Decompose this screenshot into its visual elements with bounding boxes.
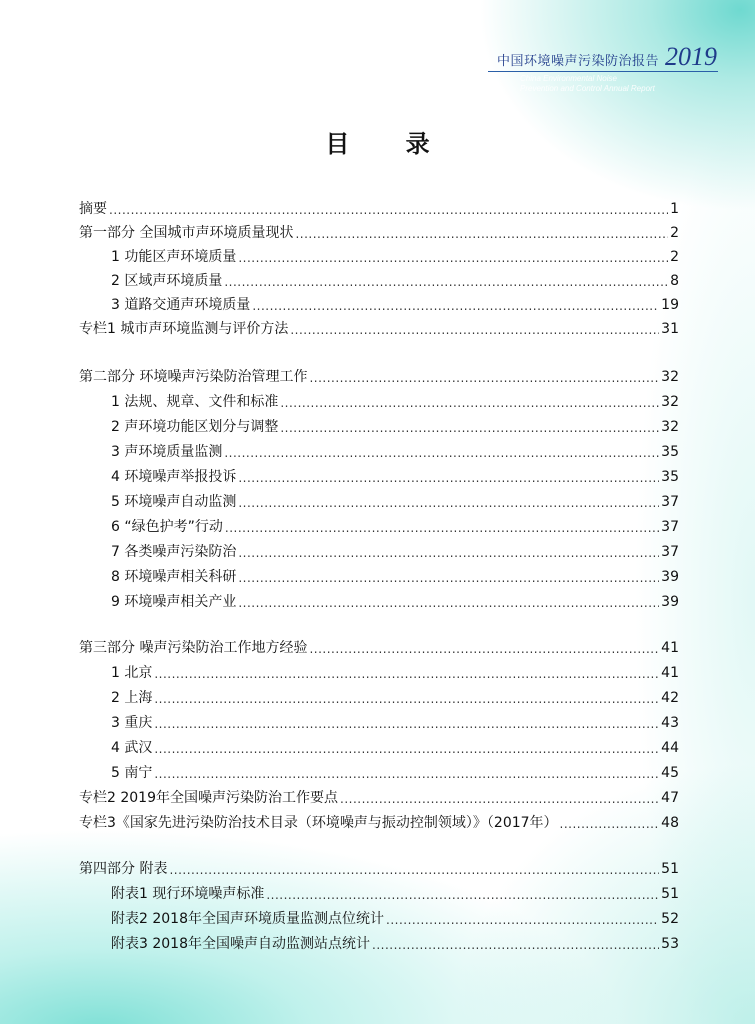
toc-entry-label: 1 北京 bbox=[111, 665, 153, 681]
toc-entry-label: 9 环境噪声相关产业 bbox=[111, 594, 237, 610]
toc-entry-page: 43 bbox=[661, 715, 679, 731]
report-subtitle-line1: China Environmental Noise bbox=[520, 74, 617, 83]
toc-entry[interactable] bbox=[79, 785, 679, 807]
toc-leader bbox=[295, 226, 668, 242]
toc-entry[interactable] bbox=[111, 414, 679, 436]
toc-leader bbox=[224, 274, 668, 290]
toc-entry-label: 2 声环境功能区划分与调整 bbox=[111, 419, 279, 435]
toc-entry[interactable] bbox=[79, 364, 679, 386]
toc-entry[interactable] bbox=[111, 710, 679, 732]
toc-entry-page: 1 bbox=[670, 201, 679, 217]
toc-leader bbox=[290, 322, 659, 338]
toc-entry-label: 5 环境噪声自动监测 bbox=[111, 494, 237, 510]
toc-entry-page: 2 bbox=[670, 225, 679, 241]
toc-leader bbox=[280, 420, 659, 436]
toc-entry-label: 专栏1 城市声环境监测与评价方法 bbox=[79, 321, 289, 337]
toc-entry[interactable] bbox=[111, 564, 679, 586]
toc-entry-label: 2 区域声环境质量 bbox=[111, 273, 223, 289]
toc-leader bbox=[309, 370, 659, 386]
toc-entry-page: 52 bbox=[661, 911, 679, 927]
toc-entry-page: 32 bbox=[661, 419, 679, 435]
toc-leader bbox=[266, 887, 659, 903]
toc-entry-page: 8 bbox=[670, 273, 679, 289]
toc-entry-page: 2 bbox=[670, 249, 679, 265]
toc-entry-label: 1 功能区声环境质量 bbox=[111, 249, 237, 265]
toc-entry-page: 48 bbox=[661, 815, 679, 831]
toc-leader bbox=[560, 816, 660, 832]
toc-entry-label: 附表3 2018年全国噪声自动监测站点统计 bbox=[111, 936, 370, 952]
toc-entry-label: 1 法规、规章、文件和标准 bbox=[111, 394, 279, 410]
toc-entry[interactable] bbox=[79, 856, 679, 878]
toc-entry[interactable] bbox=[111, 589, 679, 611]
toc-entry-label: 8 环境噪声相关科研 bbox=[111, 569, 237, 585]
toc-leader bbox=[109, 202, 668, 218]
toc-leader bbox=[238, 595, 659, 611]
toc-entry-page: 44 bbox=[661, 740, 679, 756]
toc-entry-page: 39 bbox=[661, 594, 679, 610]
toc-entry[interactable] bbox=[111, 389, 679, 411]
toc-entry-label: 第四部分 附表 bbox=[79, 861, 168, 877]
toc-entry-page: 32 bbox=[661, 394, 679, 410]
toc-entry[interactable] bbox=[111, 268, 679, 290]
toc-entry[interactable] bbox=[79, 810, 679, 832]
header-divider bbox=[488, 71, 718, 72]
toc-entry-label: 3 重庆 bbox=[111, 715, 153, 731]
toc-leader bbox=[224, 445, 659, 461]
toc-entry-page: 42 bbox=[661, 690, 679, 706]
toc-entry[interactable] bbox=[111, 906, 679, 928]
toc-leader bbox=[372, 937, 659, 953]
toc-entry[interactable] bbox=[111, 735, 679, 757]
toc-entry-page: 51 bbox=[661, 861, 679, 877]
page-title: 目 录 bbox=[325, 130, 454, 158]
report-subtitle bbox=[520, 74, 700, 94]
toc-entry-page: 39 bbox=[661, 569, 679, 585]
toc-leader bbox=[238, 570, 659, 586]
toc-entry-label: 附表2 2018年全国声环境质量监测点位统计 bbox=[111, 911, 384, 927]
toc-entry[interactable] bbox=[111, 760, 679, 782]
toc-entry-page: 51 bbox=[661, 886, 679, 902]
toc-entry-label: 3 声环境质量监测 bbox=[111, 444, 223, 460]
toc-leader bbox=[225, 520, 659, 536]
toc-leader bbox=[154, 691, 659, 707]
toc-leader bbox=[154, 666, 659, 682]
toc-entry[interactable] bbox=[111, 464, 679, 486]
toc-entry[interactable] bbox=[79, 635, 679, 657]
toc-entry[interactable] bbox=[111, 489, 679, 511]
toc-entry[interactable] bbox=[111, 685, 679, 707]
toc-leader bbox=[386, 912, 659, 928]
toc-entry-page: 19 bbox=[661, 297, 679, 313]
toc-leader bbox=[238, 470, 659, 486]
toc-entry-label: 5 南宁 bbox=[111, 765, 153, 781]
toc-entry-page: 32 bbox=[661, 369, 679, 385]
toc-entry-page: 41 bbox=[661, 640, 679, 656]
toc-entry[interactable] bbox=[111, 660, 679, 682]
toc-leader bbox=[340, 791, 659, 807]
toc-leader bbox=[309, 641, 659, 657]
toc-entry[interactable] bbox=[111, 439, 679, 461]
toc-entry-page: 35 bbox=[661, 469, 679, 485]
toc-entry-label: 第一部分 全国城市声环境质量现状 bbox=[79, 225, 294, 241]
toc-entry-label: 3 道路交通声环境质量 bbox=[111, 297, 251, 313]
toc-entry-page: 31 bbox=[661, 321, 679, 337]
toc-entry-page: 41 bbox=[661, 665, 679, 681]
toc-entry-label: 4 环境噪声举报投诉 bbox=[111, 469, 237, 485]
toc-entry-label: 2 上海 bbox=[111, 690, 153, 706]
report-year: 2019 bbox=[665, 42, 717, 71]
toc-entry-page: 53 bbox=[661, 936, 679, 952]
toc-entry[interactable] bbox=[79, 220, 679, 242]
report-header bbox=[497, 42, 717, 72]
toc-entry-label: 专栏3《国家先进污染防治技术目录（环境噪声与振动控制领域）》（2017年） bbox=[79, 815, 558, 831]
toc-entry[interactable] bbox=[111, 244, 679, 266]
toc-entry-label: 7 各类噪声污染防治 bbox=[111, 544, 237, 560]
report-title: 中国环境噪声污染防治报告 bbox=[496, 54, 659, 69]
toc-leader bbox=[169, 862, 659, 878]
toc-leader bbox=[238, 495, 659, 511]
toc-entry-label: 附表1 现行环境噪声标准 bbox=[111, 886, 265, 902]
toc-leader bbox=[154, 716, 659, 732]
toc-entry-label: 摘要 bbox=[79, 201, 107, 217]
toc-entry-label: 第二部分 环境噪声污染防治管理工作 bbox=[79, 369, 308, 385]
toc-entry-label: 4 武汉 bbox=[111, 740, 153, 756]
toc-entry[interactable] bbox=[79, 316, 679, 338]
toc-entry-page: 37 bbox=[661, 544, 679, 560]
toc-entry-label: 第三部分 噪声污染防治工作地方经验 bbox=[79, 640, 308, 656]
toc-entry-page: 47 bbox=[661, 790, 679, 806]
toc-leader bbox=[238, 250, 668, 266]
toc-entry-label: 6 “绿色护考”行动 bbox=[111, 519, 223, 535]
toc-entry[interactable] bbox=[79, 196, 679, 218]
toc-entry-page: 37 bbox=[661, 494, 679, 510]
toc-leader bbox=[280, 395, 659, 411]
toc-entry-page: 35 bbox=[661, 444, 679, 460]
toc-entry[interactable] bbox=[111, 292, 679, 314]
toc-entry[interactable] bbox=[111, 881, 679, 903]
toc-entry[interactable] bbox=[111, 514, 679, 536]
toc-entry-page: 45 bbox=[661, 765, 679, 781]
toc-entry-label: 专栏2 2019年全国噪声污染防治工作要点 bbox=[79, 790, 338, 806]
report-subtitle-line2: Prevention and Control Annual Report bbox=[520, 84, 655, 93]
toc-leader bbox=[238, 545, 659, 561]
toc-leader bbox=[154, 766, 659, 782]
toc-entry-page: 37 bbox=[661, 519, 679, 535]
toc-leader bbox=[252, 298, 659, 314]
toc-entry[interactable] bbox=[111, 931, 679, 953]
toc-entry[interactable] bbox=[111, 539, 679, 561]
toc-leader bbox=[154, 741, 659, 757]
